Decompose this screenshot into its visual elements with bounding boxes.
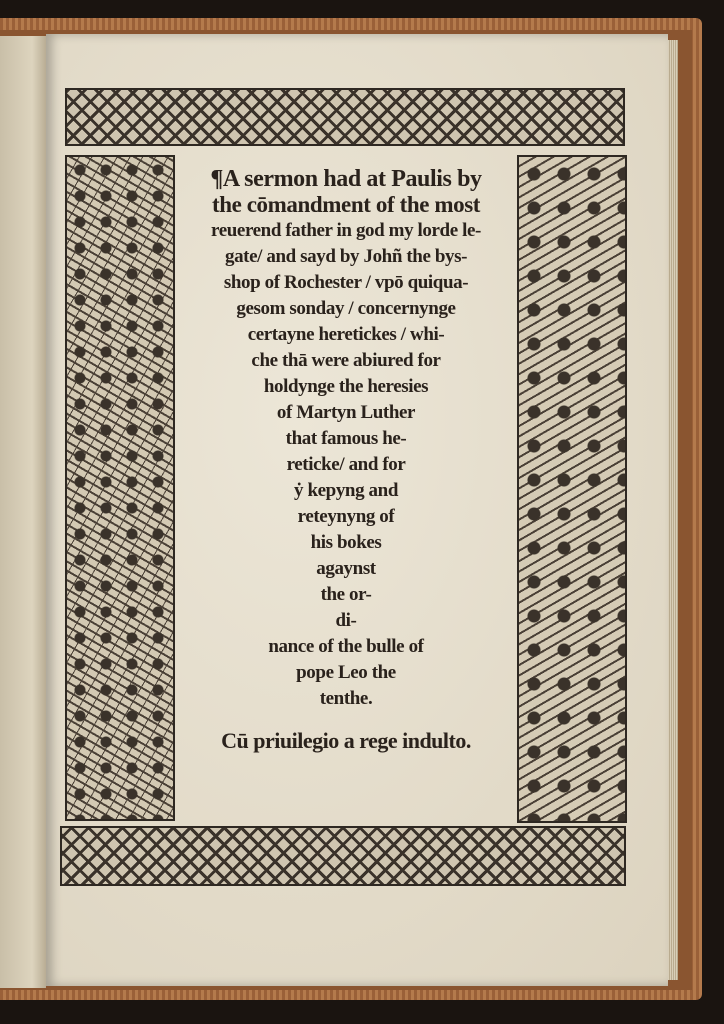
title-line: ¶A sermon had at Paulis by [210,166,482,192]
woodcut-border-left [65,155,175,821]
title-line: gate/ and sayd by Johñ the bys- [224,246,468,267]
title-line: gesom sonday / concernynge [236,298,456,319]
title-text [178,166,514,754]
page-block-edge [668,40,678,980]
title-line: certayne heretickes / whi- [247,324,445,345]
title-line: di- [335,610,357,631]
title-line: nance of the bulle of [268,636,424,657]
title-line: reteynyng of [297,506,395,527]
title-line: pope Leo the [296,662,396,683]
title-line: the or- [320,584,372,605]
title-line: holdynge the heresies [263,376,429,397]
title-line: che thā were abiured for [251,350,441,371]
title-line: reuerend father in god my lorde le- [211,220,481,241]
title-line: agaynst [316,558,376,579]
woodcut-border-right [517,155,627,823]
title-line: that famous he- [285,428,407,449]
title-line: his bokes [310,532,382,553]
title-line: ẏ kepyng and [294,480,398,501]
title-line: reticke/ and for [286,454,406,475]
title-line: shop of Rochester / vpō quiqua- [223,272,469,293]
title-line: tenthe. [319,688,373,709]
title-line: the cōmandment of the most [211,192,481,217]
facing-page-edge [0,36,46,988]
woodcut-border-bottom [60,826,626,886]
title-line: of Martyn Luther [276,402,416,423]
woodcut-border-top [65,88,625,146]
privilege-line: Cū priuilegio a rege indulto. [221,728,471,753]
